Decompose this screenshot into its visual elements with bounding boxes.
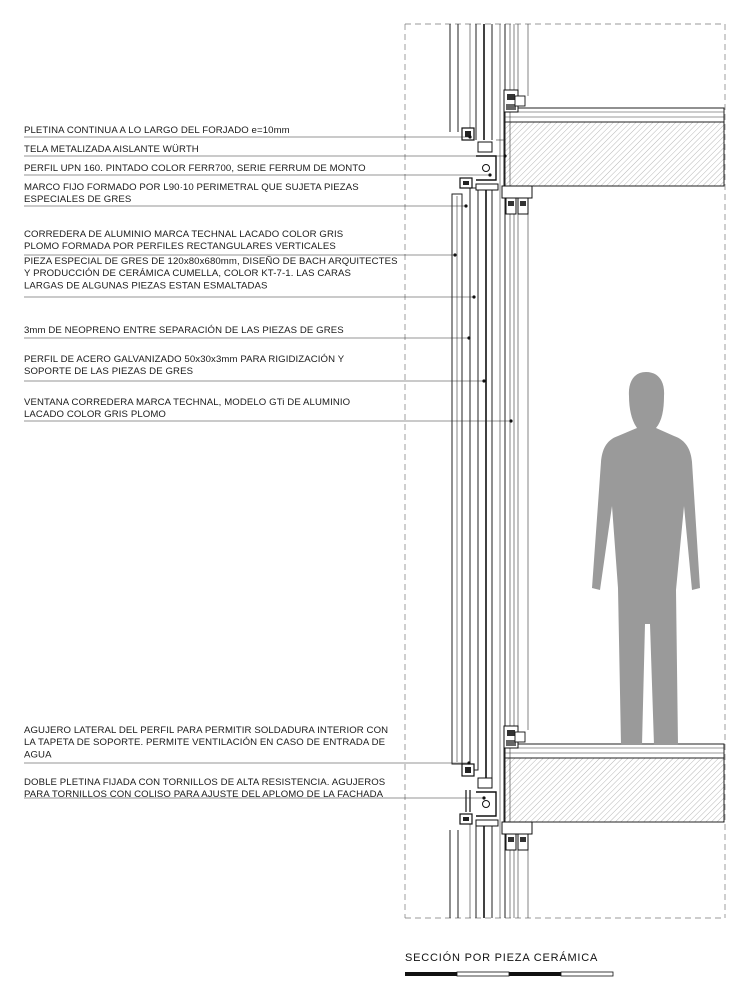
annotation-line: CORREDERA DE ALUMINIO MARCA TECHNAL LACADO COLOR GRIS	[24, 229, 344, 240]
annotation-labels	[24, 125, 398, 800]
annotation-label-3	[24, 163, 366, 174]
leader-dot-8	[482, 379, 485, 382]
annotation-line: PARA TORNILLOS CON COLISO PARA AJUSTE DEL APLOMO DE LA FACHADA	[24, 789, 384, 801]
upper-floor-slab	[504, 108, 724, 186]
annotation-label-5	[24, 229, 343, 252]
annotation-line: 3mm DE NEOPRENO ENTRE SEPARACIÓN DE LAS PIEZAS DE GRES	[24, 325, 344, 336]
leader-dot-2	[503, 154, 506, 157]
annotation-line: DOBLE PLETINA FIJADA CON TORNILLOS DE ALTA RESISTENCIA. AGUJEROS	[24, 777, 386, 788]
annotation-line: TELA METALIZADA AISLANTE WÜRTH	[24, 144, 199, 155]
annotation-line: MARCO FIJO FORMADO POR L90·10 PERIMETRAL QUE SUJETA PIEZAS	[24, 182, 359, 193]
annotation-line: SOPORTE DE LAS PIEZAS DE GRES	[24, 366, 194, 378]
leader-dot-5	[453, 253, 456, 256]
human-silhouette	[592, 372, 700, 745]
annotation-line: PLETINA CONTINUA A LO LARGO DEL FORJADO e=10mm	[24, 125, 290, 136]
annotation-label-4	[24, 182, 359, 205]
annotation-label-2	[24, 144, 199, 155]
annotation-line: LARGAS DE ALGUNAS PIEZAS ESTAN ESMALTADAS	[24, 280, 268, 292]
drawing-title: SECCIÓN POR PIEZA CERÁMICA	[405, 952, 599, 964]
annotation-label-7	[24, 325, 344, 336]
annotation-line: LA TAPETA DE SOPORTE. PERMITE VENTILACIÓN EN CASO DE ENTRADA DE	[24, 737, 386, 749]
leader-dot-3	[488, 173, 491, 176]
annotation-line: PERFIL UPN 160. PINTADO COLOR FERR700, SERIE FERRUM DE MONTO	[24, 163, 366, 174]
annotation-label-9	[24, 397, 350, 420]
annotation-line: AGUJERO LATERAL DEL PERFIL PARA PERMITIR SOLDADURA INTERIOR CON	[24, 725, 389, 736]
annotation-line: PLOMO FORMADA POR PERFILES RECTANGULARES VERTICALES	[24, 241, 336, 253]
lower-floor-slab	[504, 744, 724, 822]
annotation-line: PIEZA ESPECIAL DE GRES DE 120x80x680mm, DISEÑO DE BACH ARQUITECTES	[24, 256, 398, 267]
leader-dot-9	[509, 419, 512, 422]
leader-dot-4	[464, 204, 467, 207]
annotation-line: ESPECIALES DE GRES	[24, 194, 132, 206]
leader-dot-6	[472, 295, 475, 298]
annotation-label-11	[24, 777, 385, 800]
annotation-label-1	[24, 125, 290, 136]
leader-dot-7	[467, 336, 470, 339]
scale-bar	[405, 972, 613, 976]
annotation-label-6	[24, 256, 398, 291]
annotation-line: PERFIL DE ACERO GALVANIZADO 50x30x3mm PARA RIGIDIZACIÓN Y	[24, 354, 345, 365]
annotation-label-8	[24, 354, 345, 377]
annotation-line: VENTANA CORREDERA MARCA TECHNAL, MODELO GTi DE ALUMINIO	[24, 397, 351, 408]
leader-dot-11	[482, 796, 485, 799]
leader-dot-1	[468, 135, 471, 138]
annotation-line: Y PRODUCCIÓN DE CERÁMICA CUMELLA, COLOR KT-7-1. LAS CARAS	[24, 268, 351, 280]
annotation-line: AGUA	[24, 749, 52, 761]
leader-dot-10	[467, 761, 470, 764]
annotation-label-10	[24, 725, 388, 760]
annotation-line: LACADO COLOR GRIS PLOMO	[24, 409, 166, 421]
